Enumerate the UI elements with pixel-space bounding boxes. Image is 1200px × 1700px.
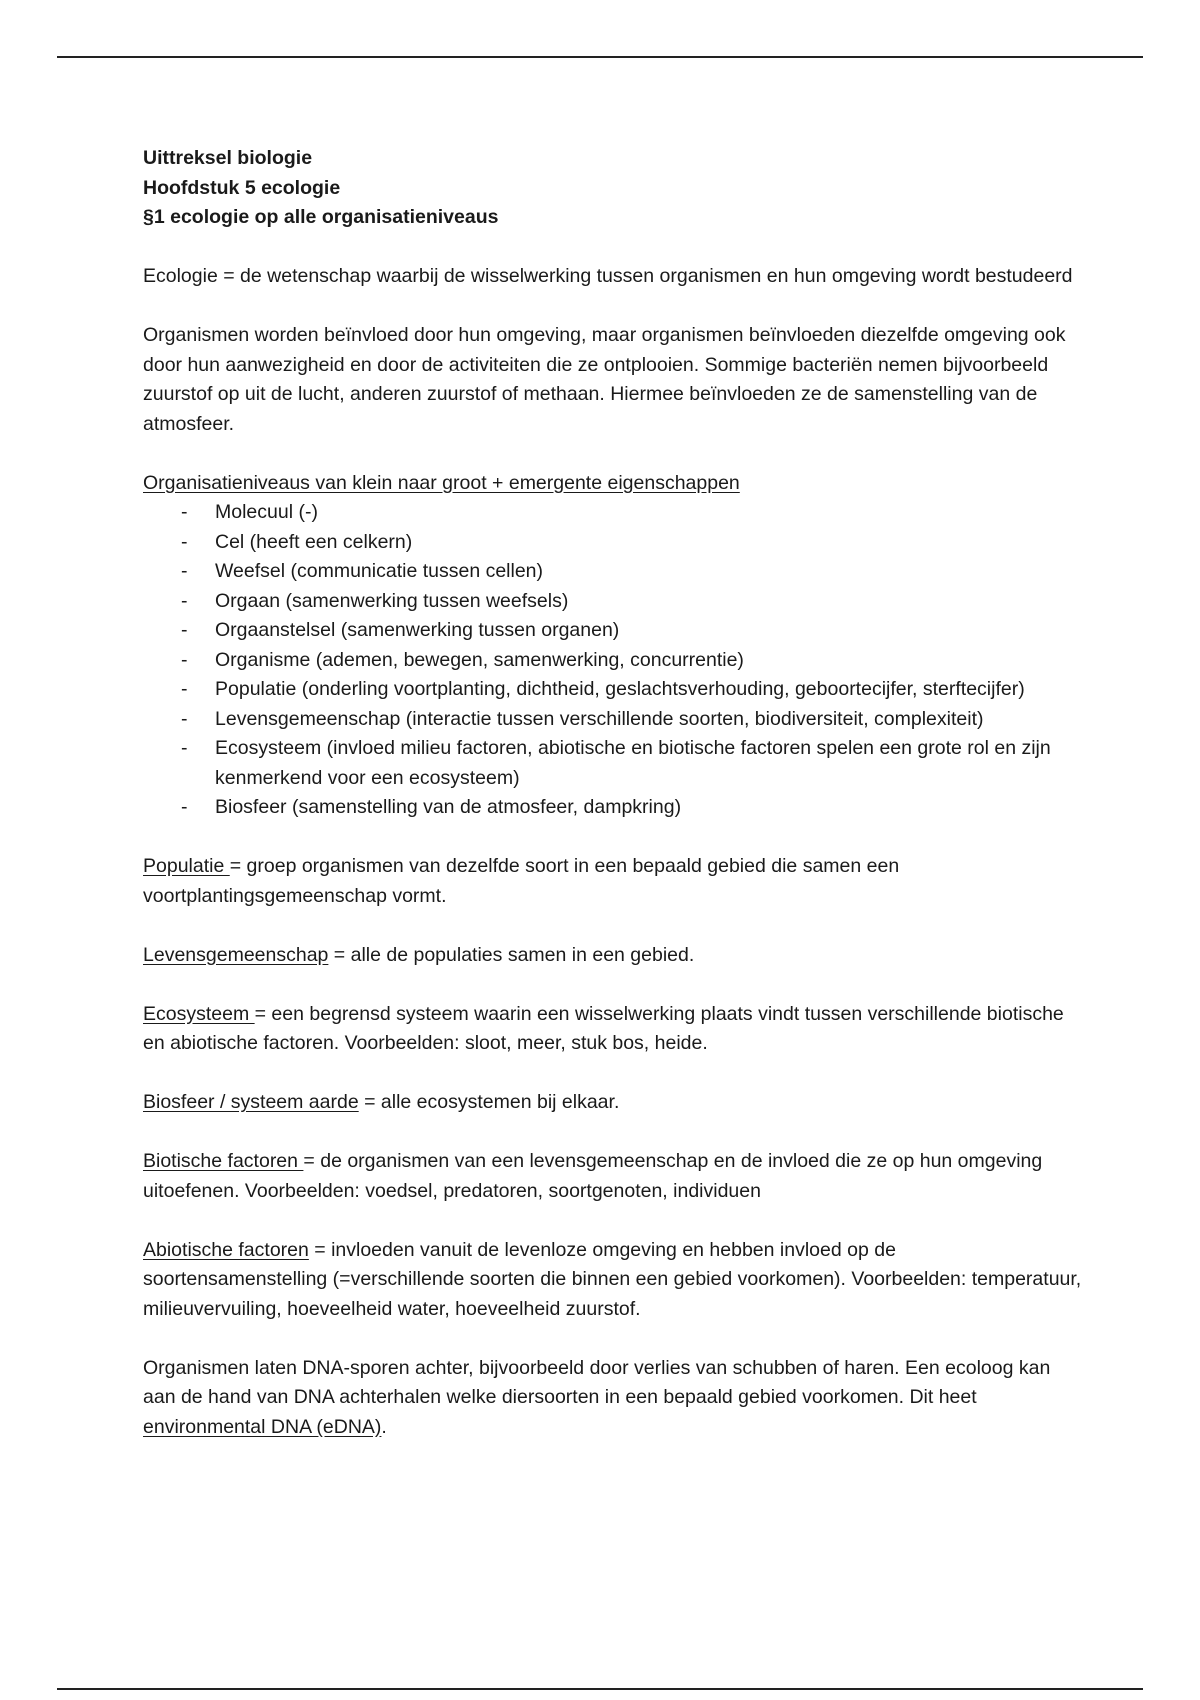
list-item-text: Levensgemeenschap (interactie tussen verschillende soorten, biodiversiteit, complexiteit) [215,707,984,730]
list-item [143,528,1083,558]
definition-term: Ecosysteem [143,1002,255,1025]
definition-text: = groep organismen van dezelfde soort in een bepaald gebied die samen een voortplantingsgemeenschap vormt. [143,855,900,907]
bullet-dash: - [181,678,188,700]
section-heading: §1 ecologie op alle organisatieniveaus [143,206,499,228]
list-item [143,734,1083,793]
list-item-text: Orgaan (samenwerking tussen weefsels) [215,589,569,612]
list-item-text: Weefsel (communicatie tussen cellen) [215,560,544,582]
chapter-heading: Hoofdstuk 5 ecologie [143,176,341,199]
document-title: Uittreksel biologie [143,147,313,169]
definition-term: Levensgemeenschap [143,943,329,966]
page-bottom-rule [57,1688,1143,1690]
bullet-dash: - [181,796,188,818]
definition-text: = alle ecosystemen bij elkaar. [358,1091,620,1113]
edna-text-before: Organismen laten DNA-sporen achter, bijvoorbeeld door verlies van schubben of haren. Een ecoloog kan aan de hand van DNA achterhalen welke diersoorten in een bepaald gebied voorkomen. Dit heet [143,1356,1051,1408]
definition-levensgemeenschap [143,941,1083,971]
list-item-text: Biosfeer (samenstelling van de atmosfeer, dampkring) [215,796,682,818]
definition-term: Populatie [143,855,230,877]
bullet-dash: - [181,737,188,759]
list-item-text: Orgaanstelsel (samenwerking tussen organen) [215,619,620,641]
definition-ecosysteem [143,1000,1083,1059]
influence-paragraph: Organismen worden beïnvloed door hun omgeving, maar organismen beïnvloeden diezelfde omgeving ook door hun aanwezigheid en door de activiteiten die ze ontplooien. Sommige bacteriën nemen bijvoorbeeld zuurstof op uit de lucht, anderen zuurstof of methaan. Hiermee beïnvloeden ze de samenstelling van de atmosfeer. [143,324,1066,435]
bullet-dash: - [181,619,188,641]
edna-paragraph [143,1354,1083,1443]
bullet-dash: - [181,589,188,612]
ecology-term: Ecologie [143,265,218,287]
edna-term: environmental DNA (eDNA) [143,1415,382,1438]
list-item [143,705,1083,735]
list-item [143,557,1083,587]
definition-biotische-factoren [143,1147,1083,1206]
list-item-text: Organisme (ademen, bewegen, samenwerking, concurrentie) [215,648,744,671]
list-item [143,498,1083,528]
definition-term: Biosfeer / systeem aarde [143,1091,359,1113]
bullet-dash: - [181,707,188,730]
page-top-rule [57,56,1143,58]
definition-term: Biotische factoren [143,1150,304,1172]
definition-text: = de organismen van een levensgemeenschap en de invloed die ze op hun omgeving uitoefenen. Voorbeelden: voedsel, predatoren, soortgenoten, individuen [143,1150,1043,1202]
bullet-dash: - [181,560,188,582]
list-item-text: Cel (heeft een celkern) [215,530,413,553]
list-item [143,587,1083,617]
document-body [143,144,1083,1472]
list-item-text: Molecuul (-) [215,501,318,523]
list-item [143,793,1083,823]
list-item-text: Ecosysteem (invloed milieu factoren, abiotische en biotische factoren spelen een grote rol en zijn kenmerkend voor een ecosysteem) [215,737,1051,789]
definition-populatie [143,852,1083,911]
edna-text-after: . [381,1415,387,1438]
list-item [143,646,1083,676]
list-item-text: Populatie (onderling voortplanting, dichtheid, geslachtsverhouding, geboortecijfer, sterftecijfer) [215,678,1025,700]
list-item [143,675,1083,705]
levels-list-title: Organisatieniveaus van klein naar groot + emergente eigenschappen [143,471,740,494]
bullet-dash: - [181,501,188,523]
definition-text: = een begrensd systeem waarin een wisselwerking plaats vindt tussen verschillende biotische en abiotische factoren. Voorbeelden: sloot, meer, stuk bos, heide. [143,1002,1064,1054]
bullet-dash: - [181,530,188,553]
definition-text: = alle de populaties samen in een gebied. [328,943,695,966]
definition-biosfeer [143,1088,1083,1118]
definition-text: = invloeden vanuit de levenloze omgeving en hebben invloed op de soortensamenstelling (=verschillende soorten die binnen een gebied voorkomen). Voorbeelden: temperatuur, milieuvervuiling, hoeveelheid water, hoeveelheid zuurstof. [143,1238,1082,1320]
definition-term: Abiotische factoren [143,1238,309,1261]
levels-list [143,498,1083,823]
ecology-definition-text: = de wetenschap waarbij de wisselwerking tussen organismen en hun omgeving wordt bestudeerd [217,265,1073,287]
definition-abiotische-factoren [143,1236,1083,1325]
ecology-definition [143,262,1083,292]
document-headings [143,144,1083,233]
list-item [143,616,1083,646]
bullet-dash: - [181,648,188,671]
